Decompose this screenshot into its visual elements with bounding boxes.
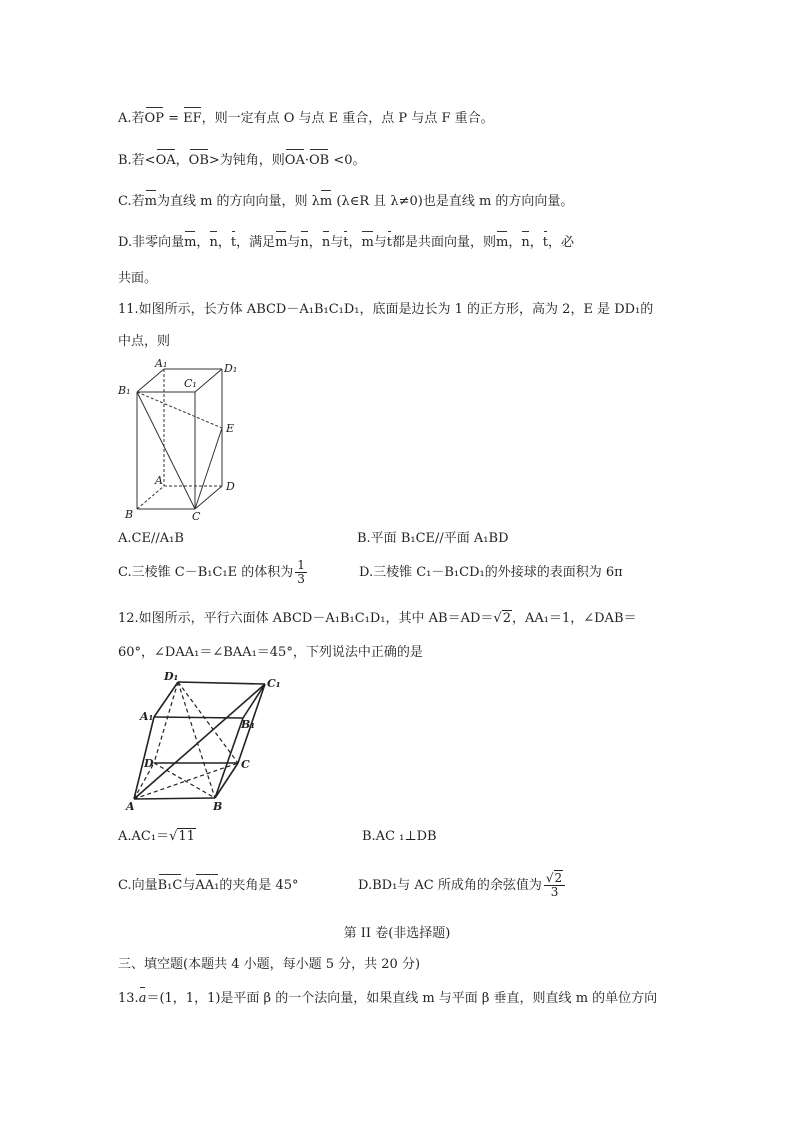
vector-n: n [300, 235, 309, 250]
label-a1: A₁ [140, 710, 154, 723]
q10-b-mid: >为钝角，则 [208, 153, 285, 168]
vector-m: m [184, 235, 197, 250]
vector-m: m [275, 235, 288, 250]
vector-m: m [496, 235, 509, 250]
label-e: E [226, 422, 235, 435]
vector-t: t [230, 235, 237, 250]
q12-option-d [358, 866, 567, 906]
label-c: C [241, 758, 250, 771]
q12-a-text: A.AC₁＝ [118, 829, 170, 844]
q12-stem-line1 [118, 610, 637, 628]
fraction-one-third [295, 559, 307, 586]
q10-a-label: A.若 [118, 111, 145, 126]
comma: ， [217, 235, 231, 250]
q10-a-text: ，则一定有点 O 与点 E 重合，点 P 与点 F 重合。 [201, 111, 494, 126]
q12-option-b: B.AC ₁⊥DB [362, 829, 437, 844]
equals-sign: = [163, 111, 184, 126]
q11-option-a: A.CE//A₁B [118, 531, 184, 546]
dot-operator: · [304, 153, 309, 168]
vector-ef: EF [183, 111, 202, 126]
numerator: √2 [544, 872, 565, 886]
with-text: 与 [373, 235, 387, 250]
q10-c-label: C.若 [118, 194, 145, 209]
label-d: D [144, 757, 154, 770]
q12-option-c [118, 877, 299, 895]
q12-c-label: C.向量 [118, 878, 158, 893]
q12-d-text: D.BD₁与 AC 所成角的余弦值为 [358, 878, 542, 893]
q12-option-a [118, 828, 196, 846]
comma: ， [308, 235, 322, 250]
volume-title: 第 II 卷(非选择题) [343, 926, 451, 941]
fraction-sqrt2-over-3 [544, 872, 565, 899]
label-d1: D₁ [164, 670, 179, 683]
vector-b1c: B₁C [157, 878, 183, 893]
numerator: 1 [297, 558, 305, 572]
q10-option-b [118, 152, 365, 170]
radicand: 2 [554, 871, 563, 885]
comma: ， [529, 235, 543, 250]
vector-n: n [521, 235, 530, 250]
q11-option-c [118, 558, 309, 588]
q12-stem-b: ，AA₁＝1，∠DAB＝ [511, 611, 637, 626]
vector-t: t [542, 235, 549, 250]
label-d1: D₁ [224, 362, 238, 375]
with-text: 与 [330, 235, 344, 250]
q10-b-text: <0。 [329, 153, 366, 168]
label-c1: C₁ [267, 677, 281, 690]
q10-d-label: D.非零向量 [118, 235, 185, 250]
q10-d-continuation: 共面。 [118, 271, 158, 286]
q11-stem-line2: 中点，则 [118, 334, 171, 349]
vector-a: a [138, 991, 147, 1006]
sqrt-11: √11 [169, 829, 195, 844]
cuboid-figure [115, 356, 255, 521]
q10-d-mid2: 都是共面向量，则 [392, 235, 497, 250]
q12-c-text: 的夹角是 45° [219, 878, 299, 893]
vector-m-2: m [319, 194, 333, 209]
with-text: 与 [182, 878, 196, 893]
vector-t: t [343, 235, 349, 250]
comma: ， [348, 235, 362, 250]
denominator: 3 [550, 885, 559, 899]
comma: ， [175, 153, 189, 168]
label-a: A [126, 800, 135, 812]
label-a1: A₁ [155, 357, 168, 370]
q13-stem [118, 990, 657, 1008]
label-b: B [125, 508, 134, 521]
vector-ob: OB [188, 153, 209, 168]
q11-c-text: C.三棱锥 C－B₁C₁E 的体积为 [118, 565, 294, 580]
q10-c-mid: 为直线 m 的方向向量，则 λ [156, 194, 320, 209]
vector-m: m [361, 235, 374, 250]
with-text: 与 [287, 235, 301, 250]
label-a: A [155, 474, 163, 487]
part3-heading: 三、填空题(本题共 4 小题，每小题 5 分，共 20 分) [118, 957, 421, 972]
label-c1: C₁ [184, 377, 197, 390]
vector-aa1: AA₁ [195, 878, 220, 893]
q10-option-a [118, 110, 494, 128]
q12-stem-line2: 60°，∠DAA₁＝∠BAA₁＝45°，下列说法中正确的是 [118, 645, 423, 660]
q11-stem-line1: 11.如图所示，长方体 ABCD－A₁B₁C₁D₁，底面是边长为 1 的正方形，高为 2，E 是 DD₁的 [118, 302, 654, 317]
q11-option-b: B.平面 B₁CE//平面 A₁BD [357, 531, 509, 546]
label-b1: B₁ [118, 384, 131, 397]
vector-oa: OA [155, 153, 176, 168]
sqrt-2: √2 [493, 611, 511, 626]
q10-d-end: ，必 [548, 235, 575, 250]
q10-option-d [118, 234, 574, 252]
label-c: C [192, 510, 201, 521]
vector-n: n [321, 235, 331, 250]
label-d: D [226, 480, 235, 493]
q10-option-c [118, 193, 573, 211]
comma: ， [508, 235, 522, 250]
q13-text: ＝(1，1，1)是平面 β 的一个法向量，如果直线 m 与平面 β 垂直，则直线 m 的单位方向 [146, 991, 658, 1006]
vector-n: n [209, 235, 218, 250]
vector-ob-2: OB [308, 153, 330, 168]
radicand: 2 [502, 611, 511, 626]
radicand: 11 [178, 829, 195, 844]
vector-t: t [386, 235, 393, 250]
parallelepiped-figure [124, 670, 286, 812]
q10-c-text: (λ∈R 且 λ≠0)也是直线 m 的方向向量。 [332, 194, 574, 209]
q11-option-d: D.三棱锥 C₁－B₁CD₁的外接球的表面积为 6π [359, 565, 623, 580]
vector-op: OP [144, 111, 164, 126]
vector-m: m [144, 194, 157, 209]
q10-d-mid: ，满足 [236, 235, 276, 250]
comma: ， [196, 235, 210, 250]
q10-b-label: B.若< [118, 153, 156, 168]
q12-stem-a: 12.如图所示，平行六面体 ABCD－A₁B₁C₁D₁，其中 AB＝AD＝ [118, 611, 494, 626]
vector-oa-2: OA [284, 153, 305, 168]
label-b1: B₁ [241, 718, 256, 731]
label-b: B [213, 800, 223, 812]
denominator: 3 [297, 572, 305, 586]
q13-number: 13. [118, 991, 139, 1006]
